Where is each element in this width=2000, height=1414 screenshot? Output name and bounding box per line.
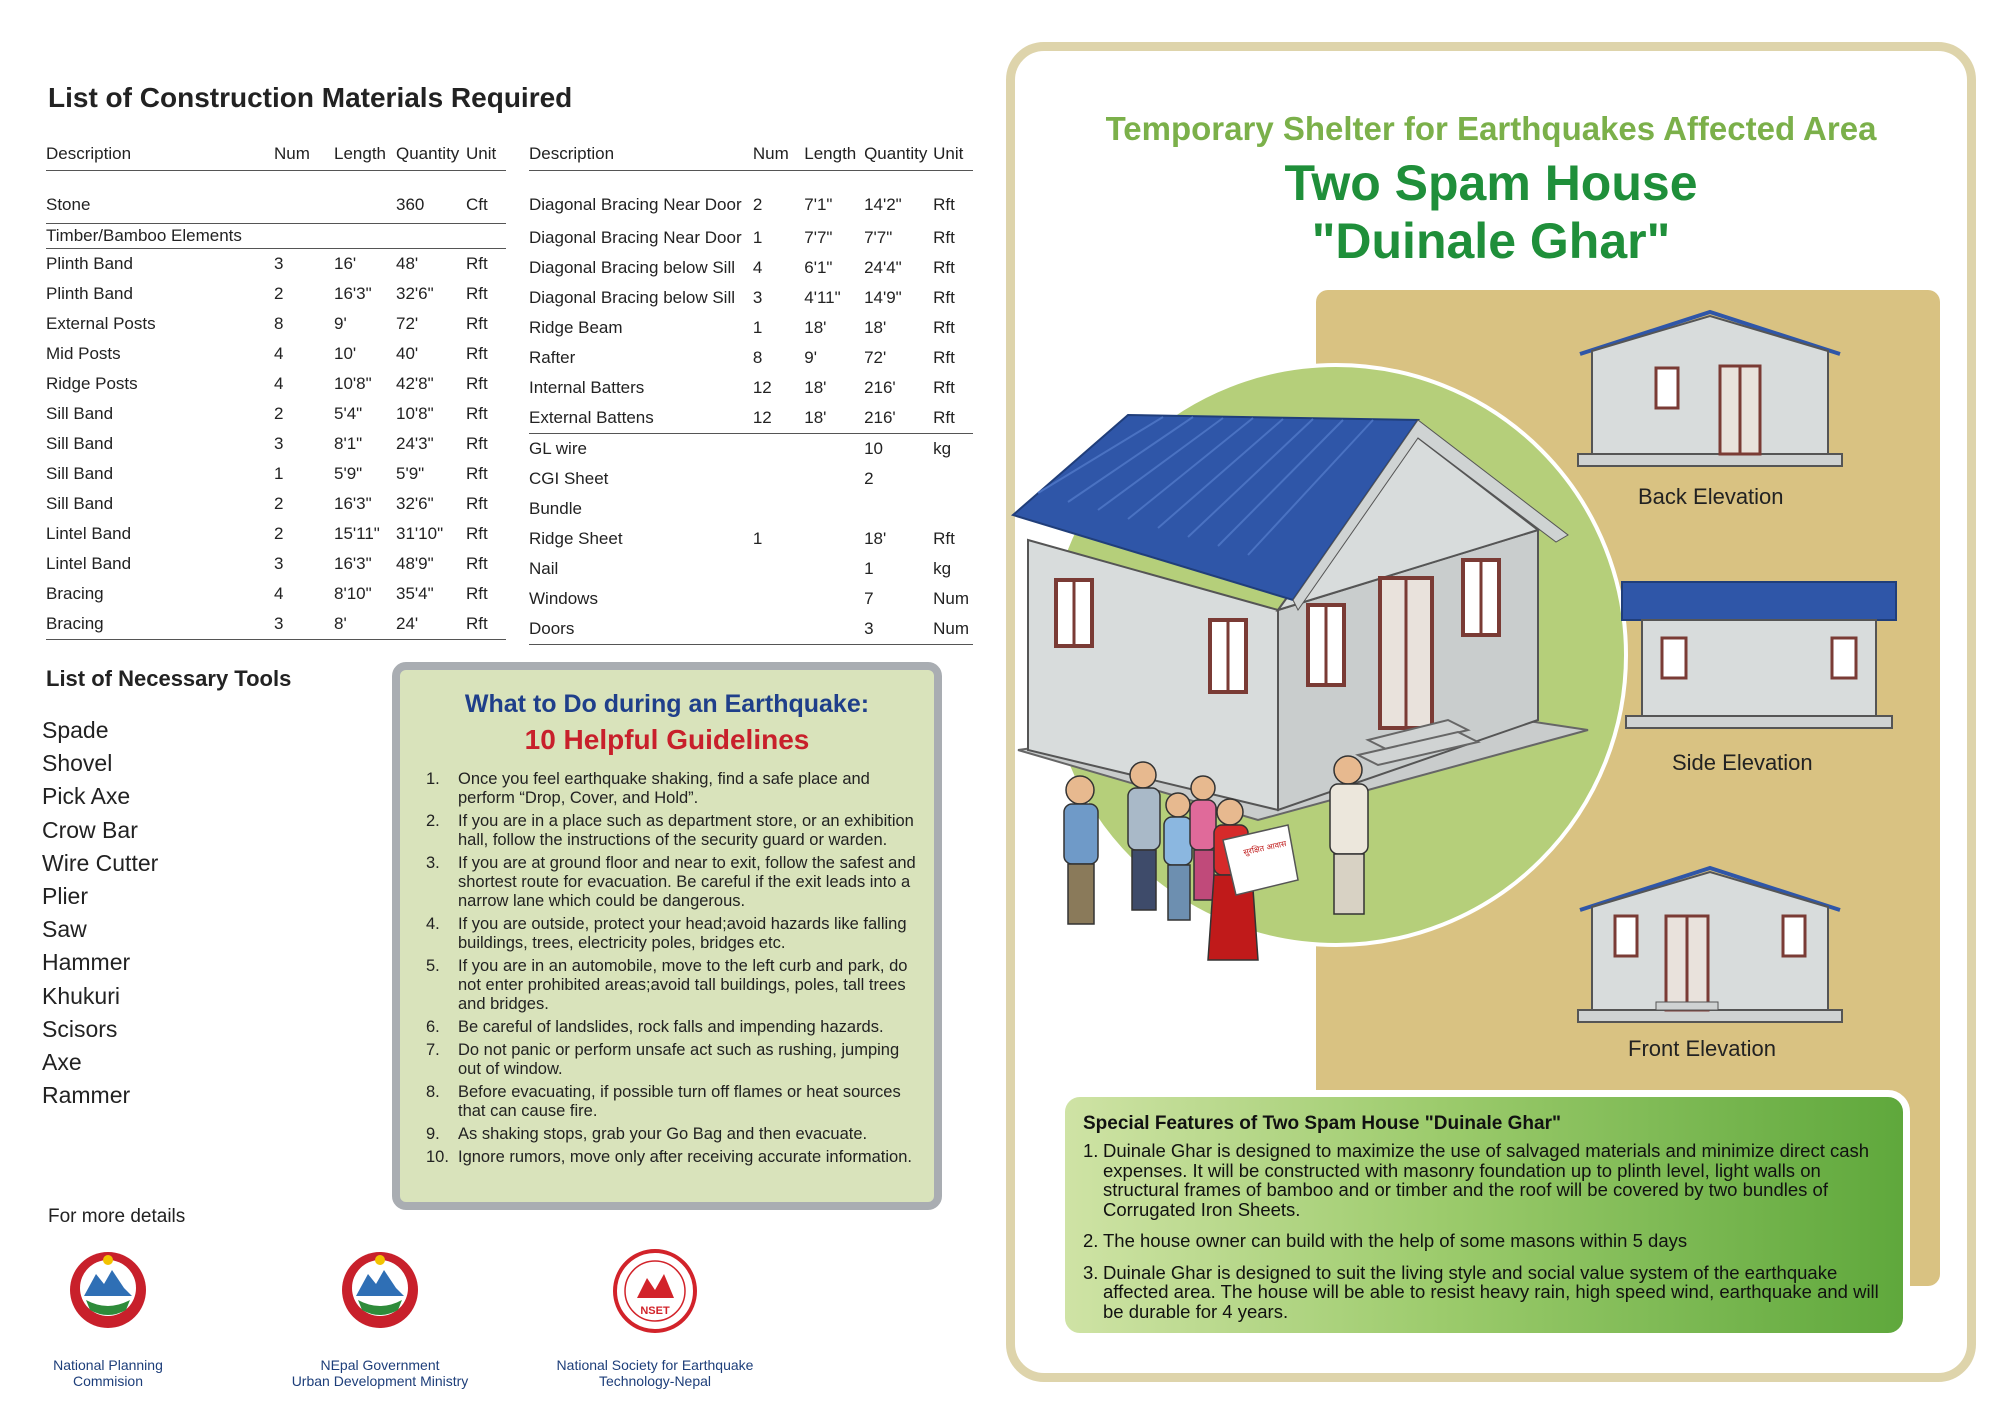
material-len: 9' bbox=[334, 314, 347, 333]
material-num bbox=[753, 614, 804, 645]
guidelines-list bbox=[426, 770, 916, 1171]
material-unit: Rft bbox=[466, 494, 488, 513]
material-unit: Rft bbox=[466, 404, 488, 423]
guideline-item bbox=[426, 957, 916, 1014]
col-length: Length bbox=[804, 134, 864, 171]
material-unit: Rft bbox=[933, 378, 955, 397]
material-len: 18' bbox=[804, 403, 864, 434]
material-qty: 24'4" bbox=[864, 258, 902, 277]
guidelines-title: What to Do during an Earthquake: bbox=[464, 690, 870, 718]
material-row bbox=[46, 309, 506, 339]
material-desc: Internal Batters bbox=[529, 378, 645, 397]
material-len: 18' bbox=[804, 378, 827, 397]
material-num bbox=[274, 171, 334, 224]
logo-nset bbox=[530, 1248, 780, 1389]
back-elevation-label: Back Elevation bbox=[1638, 484, 1784, 509]
material-len bbox=[804, 434, 864, 465]
material-qty: 40' bbox=[396, 344, 419, 363]
material-qty: 10 bbox=[864, 439, 883, 458]
material-num: 2 bbox=[274, 284, 284, 303]
material-row bbox=[46, 224, 506, 249]
shelter-title bbox=[1006, 154, 1976, 270]
logo-udm-line2: Urban Development Ministry bbox=[291, 1373, 469, 1389]
material-qty: 72' bbox=[396, 314, 419, 333]
nset-seal-icon bbox=[612, 1248, 698, 1334]
material-num: 3 bbox=[274, 554, 284, 573]
feature-item bbox=[1083, 1141, 1885, 1219]
feature-number: 3. bbox=[1083, 1261, 1099, 1283]
material-len: 8'10" bbox=[334, 584, 372, 603]
tool-item: Scisors bbox=[42, 1015, 118, 1042]
guideline-number: 8. bbox=[426, 1083, 440, 1101]
guideline-text: If you are in a place such as department store, or an exhibition hall, follow the instructions of the security guard or warden. bbox=[458, 812, 914, 849]
material-desc: Sill Band bbox=[46, 494, 114, 513]
materials-table-left bbox=[46, 134, 506, 640]
material-desc: Timber/Bamboo Elements bbox=[46, 224, 274, 249]
features-box bbox=[1058, 1090, 1910, 1340]
guideline-item bbox=[426, 1018, 916, 1037]
material-len: 16' bbox=[334, 254, 357, 273]
guideline-item bbox=[426, 915, 916, 953]
material-row bbox=[529, 253, 973, 283]
material-unit: Rft bbox=[933, 348, 955, 367]
material-unit: Rft bbox=[466, 584, 488, 603]
material-len: 4'11" bbox=[804, 288, 841, 307]
material-num: 3 bbox=[274, 434, 284, 453]
feature-item bbox=[1083, 1231, 1885, 1251]
material-num: 4 bbox=[274, 584, 284, 603]
material-desc: Ridge Posts bbox=[46, 374, 138, 393]
material-qty: 48'9" bbox=[396, 554, 434, 573]
back-elevation-drawing bbox=[1570, 306, 1860, 476]
logo-udm bbox=[270, 1248, 490, 1389]
guideline-text: Be careful of landslides, rock falls and impending hazards. bbox=[458, 1018, 884, 1036]
material-num: 1 bbox=[274, 464, 284, 483]
material-num: 12 bbox=[752, 378, 772, 397]
tool-item: Crow Bar bbox=[42, 816, 138, 843]
material-desc: Lintel Band bbox=[46, 524, 132, 543]
material-len: 7'7" bbox=[804, 228, 833, 247]
material-qty: 32'6" bbox=[396, 284, 434, 303]
material-row bbox=[529, 223, 973, 253]
material-unit bbox=[933, 464, 973, 494]
material-num: 2 bbox=[274, 404, 284, 423]
guideline-text: Before evacuating, if possible turn off flames or heat sources that can cause fire. bbox=[458, 1083, 901, 1120]
material-row bbox=[529, 434, 973, 465]
material-len: 8' bbox=[334, 609, 396, 640]
material-qty: 42'8" bbox=[396, 374, 434, 393]
nset-badge: NSET bbox=[640, 1305, 670, 1317]
material-num bbox=[753, 434, 804, 465]
tool-item: Axe bbox=[42, 1049, 82, 1076]
guideline-text: As shaking stops, grab your Go Bag and then evacuate. bbox=[458, 1125, 868, 1143]
col-description: Description bbox=[529, 134, 753, 171]
tool-item: Rammer bbox=[42, 1082, 131, 1109]
material-row bbox=[46, 549, 506, 579]
guideline-number: 6. bbox=[426, 1018, 440, 1036]
material-qty: 2 bbox=[864, 469, 874, 488]
front-elevation-drawing bbox=[1570, 862, 1860, 1032]
guideline-number: 1. bbox=[426, 770, 440, 788]
material-row bbox=[529, 403, 973, 434]
material-len bbox=[334, 171, 396, 224]
feature-text: Duinale Ghar is designed to maximize the use of salvaged materials and minimize direct cash expenses. It will be constructed with masonry foundation up to plinth level, light walls on structural frames of bamboo and or timber and the roof will be covered by two bundles of Corrugated Iron Sheets. bbox=[1103, 1140, 1870, 1220]
material-len: 10' bbox=[334, 344, 357, 363]
shelter-title-line1: Two Spam House bbox=[1284, 155, 1698, 211]
material-unit: kg bbox=[933, 439, 952, 458]
material-qty bbox=[864, 494, 933, 524]
guideline-item bbox=[426, 1083, 916, 1121]
guideline-item bbox=[426, 770, 916, 808]
tool-item: Hammer bbox=[42, 949, 131, 976]
guideline-text: Ignore rumors, move only after receiving accurate information. bbox=[458, 1148, 912, 1166]
material-qty: 1 bbox=[864, 559, 874, 578]
material-len: 9' bbox=[804, 348, 817, 367]
material-unit: Rft bbox=[466, 254, 488, 273]
material-num: 3 bbox=[752, 288, 763, 307]
material-qty: 31'10" bbox=[396, 524, 444, 543]
feature-number: 1. bbox=[1083, 1140, 1099, 1161]
guideline-number: 2. bbox=[426, 812, 440, 830]
material-unit: Rft bbox=[933, 403, 973, 434]
material-qty: 72' bbox=[864, 348, 887, 367]
material-row bbox=[46, 489, 506, 519]
material-desc: Ridge Beam bbox=[529, 318, 623, 337]
material-num: 8 bbox=[274, 314, 284, 333]
material-num: 1 bbox=[752, 318, 763, 337]
material-row bbox=[46, 399, 506, 429]
material-desc: Sill Band bbox=[46, 404, 114, 423]
material-unit: Rft bbox=[466, 344, 488, 363]
material-num: 1 bbox=[752, 529, 763, 548]
material-row bbox=[529, 313, 973, 343]
material-row bbox=[46, 519, 506, 549]
material-desc: Ridge Sheet bbox=[529, 529, 623, 548]
material-qty: 5'9" bbox=[396, 464, 425, 483]
guideline-number: 4. bbox=[426, 915, 440, 933]
col-unit: Unit bbox=[933, 134, 973, 171]
material-num: 2 bbox=[752, 195, 763, 214]
tool-item: Spade bbox=[42, 717, 109, 743]
material-row bbox=[46, 279, 506, 309]
material-row bbox=[529, 464, 973, 494]
material-len: 6'1" bbox=[804, 258, 833, 277]
logo-npc-line1: National Planning bbox=[53, 1357, 163, 1373]
material-row bbox=[529, 373, 973, 403]
material-qty bbox=[396, 224, 466, 249]
material-len: 8'1" bbox=[334, 434, 363, 453]
material-unit: Rft bbox=[466, 524, 488, 543]
material-num: 2 bbox=[274, 494, 284, 513]
material-num: 3 bbox=[274, 609, 334, 640]
material-len bbox=[804, 464, 864, 494]
col-quantity: Quantity bbox=[396, 134, 466, 171]
material-unit: Rft bbox=[933, 258, 955, 277]
material-qty: 10'8" bbox=[396, 404, 434, 423]
material-unit: Rft bbox=[466, 284, 488, 303]
material-desc: Rafter bbox=[529, 348, 576, 367]
material-len bbox=[804, 614, 864, 645]
material-num bbox=[274, 224, 334, 249]
material-num: 4 bbox=[274, 374, 284, 393]
material-row bbox=[46, 249, 506, 280]
tool-item: Shovel bbox=[42, 750, 113, 777]
col-length: Length bbox=[334, 134, 396, 171]
material-len bbox=[804, 554, 864, 584]
logo-npc bbox=[38, 1248, 178, 1389]
material-unit: Num bbox=[933, 614, 973, 645]
material-num: 4 bbox=[752, 258, 763, 277]
more-details-label: For more details bbox=[48, 1206, 186, 1227]
materials-table-right bbox=[529, 134, 973, 645]
guideline-item bbox=[426, 854, 916, 911]
nepal-emblem-icon bbox=[338, 1248, 422, 1332]
material-row bbox=[529, 584, 973, 614]
tool-item: Wire Cutter bbox=[42, 849, 159, 876]
material-unit: Cft bbox=[466, 171, 506, 224]
col-unit: Unit bbox=[466, 134, 506, 171]
material-qty: 3 bbox=[864, 614, 933, 645]
guideline-number: 5. bbox=[426, 957, 440, 975]
features-title: Special Features of Two Spam House "Duinale Ghar" bbox=[1083, 1113, 1561, 1134]
material-desc: Diagonal Bracing Near Door bbox=[529, 195, 742, 214]
material-desc: External Posts bbox=[46, 314, 156, 333]
guideline-text: If you are outside, protect your head;avoid hazards like falling buildings, trees, electricity poles, bridges etc. bbox=[458, 915, 907, 952]
guideline-item bbox=[426, 1041, 916, 1079]
shelter-title-line2: "Duinale Ghar" bbox=[1311, 213, 1671, 269]
material-row bbox=[529, 494, 973, 524]
material-unit: Rft bbox=[466, 314, 488, 333]
material-len: 16'3" bbox=[334, 284, 372, 303]
material-row bbox=[46, 171, 506, 224]
material-unit: Rft bbox=[466, 554, 488, 573]
guideline-number: 9. bbox=[426, 1125, 440, 1143]
material-len bbox=[334, 224, 396, 249]
tools-title: List of Necessary Tools bbox=[46, 666, 292, 691]
guideline-item bbox=[426, 1125, 916, 1144]
material-num: 4 bbox=[274, 344, 284, 363]
col-description: Description bbox=[46, 134, 274, 171]
material-row bbox=[46, 459, 506, 489]
col-quantity: Quantity bbox=[864, 134, 933, 171]
tool-item: Saw bbox=[42, 916, 87, 943]
material-unit: Rft bbox=[933, 195, 955, 214]
material-qty: 18' bbox=[864, 529, 887, 548]
material-row bbox=[46, 429, 506, 459]
material-row bbox=[46, 339, 506, 369]
material-qty: 360 bbox=[396, 171, 466, 224]
material-qty: 216' bbox=[864, 378, 896, 397]
tools-list bbox=[42, 714, 158, 1112]
material-row bbox=[46, 369, 506, 399]
logo-nset-line1: National Society for Earthquake bbox=[556, 1357, 754, 1373]
material-num bbox=[753, 584, 804, 614]
guideline-number: 3. bbox=[426, 854, 440, 872]
material-unit: Rft bbox=[933, 318, 955, 337]
material-desc: Stone bbox=[46, 171, 274, 224]
material-qty: 24'3" bbox=[396, 434, 434, 453]
material-len: 7'1" bbox=[804, 195, 833, 214]
nepal-emblem-icon bbox=[66, 1248, 150, 1332]
material-desc: Plinth Band bbox=[46, 254, 133, 273]
material-desc: Bracing bbox=[46, 609, 274, 640]
material-desc: Mid Posts bbox=[46, 344, 121, 363]
material-len: 10'8" bbox=[334, 374, 372, 393]
material-desc: External Battens bbox=[529, 403, 753, 434]
logo-npc-line2: Commision bbox=[72, 1373, 143, 1389]
material-desc: CGI Sheet bbox=[529, 469, 609, 488]
material-desc: Windows bbox=[529, 589, 598, 608]
material-unit: kg bbox=[933, 559, 952, 578]
col-num: Num bbox=[274, 134, 334, 171]
feature-number: 2. bbox=[1083, 1230, 1099, 1251]
material-num: 12 bbox=[753, 403, 804, 434]
material-desc: Bracing bbox=[46, 584, 104, 603]
material-row bbox=[529, 614, 973, 645]
material-desc: Bundle bbox=[529, 499, 582, 518]
material-row bbox=[529, 343, 973, 373]
material-qty: 24' bbox=[396, 609, 466, 640]
material-len bbox=[804, 494, 864, 524]
guideline-text: Do not panic or perform unsafe act such as rushing, jumping out of window. bbox=[458, 1041, 900, 1078]
material-unit: Num bbox=[933, 589, 969, 608]
material-row bbox=[529, 171, 973, 224]
material-num: 1 bbox=[752, 228, 763, 247]
front-elevation-label: Front Elevation bbox=[1628, 1036, 1776, 1061]
material-unit: Rft bbox=[466, 609, 506, 640]
guideline-text: If you are at ground floor and near to exit, follow the safest and shortest route for evacuation. Be careful if the exit leads into a narrow lane which could be dangerous. bbox=[458, 854, 916, 910]
material-unit: Rft bbox=[933, 228, 955, 247]
tool-item: Pick Axe bbox=[42, 783, 131, 810]
material-len: 5'9" bbox=[334, 464, 363, 483]
material-desc: Diagonal Bracing Near Door bbox=[529, 228, 742, 247]
material-desc: Nail bbox=[529, 559, 559, 578]
material-row bbox=[46, 579, 506, 609]
material-len: 16'3" bbox=[334, 554, 372, 573]
features-list bbox=[1083, 1141, 1885, 1333]
material-num bbox=[753, 554, 804, 584]
material-len: 15'11" bbox=[334, 524, 380, 543]
logo-nset-line2: Technology-Nepal bbox=[598, 1373, 712, 1389]
col-num: Num bbox=[753, 134, 804, 171]
material-row bbox=[46, 609, 506, 640]
material-desc: Diagonal Bracing below Sill bbox=[529, 258, 736, 277]
materials-title: List of Construction Materials Required bbox=[48, 82, 573, 113]
material-desc: Doors bbox=[529, 614, 753, 645]
material-num bbox=[753, 464, 804, 494]
material-desc: Lintel Band bbox=[46, 554, 132, 573]
feature-item bbox=[1083, 1263, 1885, 1322]
material-len bbox=[804, 524, 864, 554]
material-desc: Plinth Band bbox=[46, 284, 133, 303]
material-unit: Rft bbox=[466, 374, 488, 393]
material-qty: 14'2" bbox=[864, 195, 902, 214]
material-unit: Rft bbox=[933, 529, 955, 548]
material-num: 3 bbox=[274, 254, 284, 273]
guidelines-subtitle: 10 Helpful Guidelines bbox=[524, 724, 810, 755]
material-len: 18' bbox=[804, 318, 827, 337]
material-qty: 35'4" bbox=[396, 584, 434, 603]
material-qty: 18' bbox=[864, 318, 887, 337]
material-len bbox=[804, 584, 864, 614]
material-desc: Diagonal Bracing below Sill bbox=[529, 288, 736, 307]
material-row bbox=[529, 524, 973, 554]
shelter-subtitle: Temporary Shelter for Earthquakes Affected Area bbox=[1105, 110, 1877, 147]
feature-text: Duinale Ghar is designed to suit the living style and social value system of the earthquake affected area. The house will be able to resist heavy rain, high speed wind, earthquake and will be durable for 4 years. bbox=[1103, 1261, 1879, 1322]
logo-udm-line1: NEpal Government bbox=[320, 1357, 440, 1373]
material-num: 8 bbox=[752, 348, 763, 367]
feature-text: The house owner can build with the help of some masons within 5 days bbox=[1103, 1230, 1688, 1251]
material-row bbox=[529, 283, 973, 313]
material-qty: 7 bbox=[864, 589, 874, 608]
material-row bbox=[529, 554, 973, 584]
guideline-item bbox=[426, 1148, 916, 1167]
material-unit bbox=[933, 494, 973, 524]
material-qty: 48' bbox=[396, 254, 419, 273]
material-qty: 14'9" bbox=[864, 288, 902, 307]
material-unit: Rft bbox=[466, 434, 488, 453]
material-unit bbox=[466, 224, 506, 249]
side-elevation-label: Side Elevation bbox=[1672, 750, 1813, 775]
material-unit: Rft bbox=[933, 288, 955, 307]
material-qty: 32'6" bbox=[396, 494, 434, 513]
guideline-number: 7. bbox=[426, 1041, 440, 1059]
house-illustration bbox=[1008, 280, 1648, 970]
tool-item: Khukuri bbox=[42, 982, 120, 1009]
material-qty: 7'7" bbox=[864, 228, 893, 247]
material-desc: GL wire bbox=[529, 439, 587, 458]
material-qty: 216' bbox=[864, 403, 933, 434]
guidelines-box bbox=[392, 662, 942, 1210]
guideline-number: 10. bbox=[426, 1148, 449, 1166]
tool-item: Plier bbox=[42, 883, 89, 910]
material-len: 16'3" bbox=[334, 494, 372, 513]
material-desc: Sill Band bbox=[46, 464, 114, 483]
material-unit: Rft bbox=[466, 464, 488, 483]
material-desc: Sill Band bbox=[46, 434, 114, 453]
illustration-sign: सुरक्षित आवास bbox=[1242, 839, 1288, 857]
material-num bbox=[753, 494, 804, 524]
side-elevation-drawing bbox=[1620, 580, 1900, 740]
guideline-item bbox=[426, 812, 916, 850]
material-num: 2 bbox=[274, 524, 284, 543]
material-len: 5'4" bbox=[334, 404, 363, 423]
guideline-text: Once you feel earthquake shaking, find a safe place and perform “Drop, Cover, and Hold”. bbox=[458, 770, 870, 807]
guideline-text: If you are in an automobile, move to the left curb and park, do not enter prohibited areas;avoid tall buildings, poles, tall trees and bridges. bbox=[458, 957, 908, 1013]
